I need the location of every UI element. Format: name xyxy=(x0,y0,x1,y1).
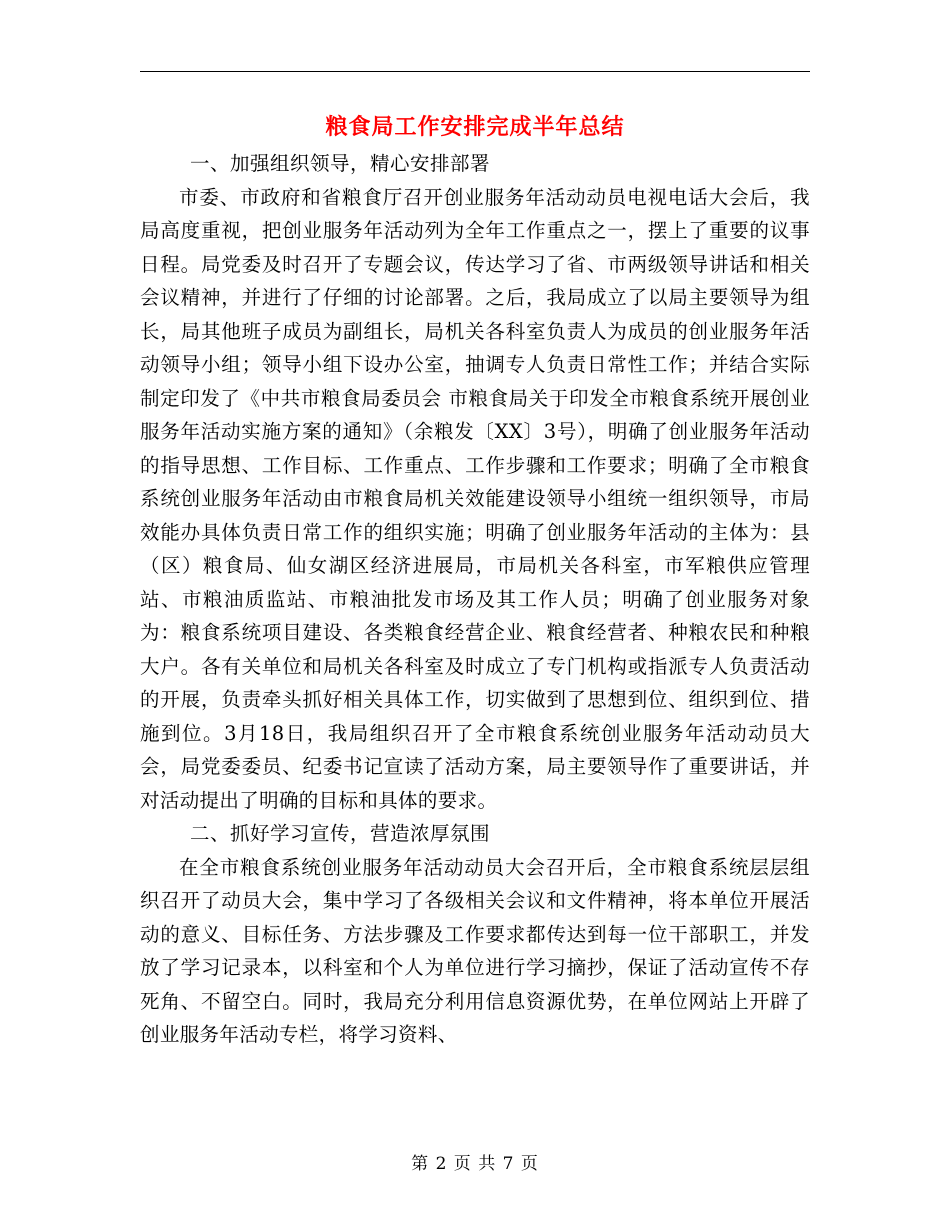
document-body xyxy=(140,147,810,1052)
page-number-footer: 第 2 页 共 7 页 xyxy=(411,1154,539,1174)
body-paragraph: 市委、市政府和省粮食厅召开创业服务年活动动员电视电话大会后，我局高度重视，把创业服务年活动列为全年工作重点之一，摆上了重要的议事日程。局党委及时召开了专题会议，传达学习了省、市两级领导讲话和相关会议精神，并进行了仔细的讨论部署。之后，我局成立了以局主要领导为组长，局其他班子成员为副组长，局机关各科室负责人为成员的创业服务年活动领导小组；领导小组下设办公室，抽调专人负责日常性工作；并结合实际制定印发了《中共市粮食局委员会 市粮食局关于印发全市粮食系统开展创业服务年活动实施方案的通知》（余粮发〔XX〕3号），明确了创业服务年活动的指导思想、工作目标、工作重点、工作步骤和工作要求；明确了全市粮食系统创业服务年活动由市粮食局机关效能建设领导小组统一组织领导，市局效能办具体负责日常工作的组织实施；明确了创业服务年活动的主体为：县（区）粮食局、仙女湖区经济进展局，市局机关各科室，市军粮供应管理站、市粮油质监站、市粮油批发市场及其工作人员；明确了创业服务对象为：粮食系统项目建设、各类粮食经营企业、粮食经营者、种粮农民和种粮大户。各有关单位和局机关各科室及时成立了专门机构或指派专人负责活动的开展，负责牵头抓好相关具体工作，切实做到了思想到位、组织到位、措施到位。3月18日，我局组织召开了全市粮食系统创业服务年活动动员大会，局党委委员、纪委书记宣读了活动方案，局主要领导作了重要讲话，并对活动提出了明确的目标和具体的要求。 xyxy=(140,185,810,812)
header-rule xyxy=(140,71,810,72)
body-paragraph: 在全市粮食系统创业服务年活动动员大会召开后，全市粮食系统层层组织召开了动员大会，集中学习了各级相关会议和文件精神，将本单位开展活动的意义、目标任务、方法步骤及工作要求都传达到每一位干部职工，并发放了学习记录本，以科室和个人为单位进行学习摘抄，保证了活动宣传不存死角、不留空白。同时，我局充分利用信息资源优势，在单位网站上开辟了创业服务年活动专栏，将学习资料、 xyxy=(140,855,810,1046)
document-title: 粮食局工作安排完成半年总结 xyxy=(325,114,625,140)
section-heading: 二、抓好学习宣传，营造浓厚氛围 xyxy=(190,822,491,845)
section-heading: 一、加强组织领导，精心安排部署 xyxy=(190,152,491,175)
